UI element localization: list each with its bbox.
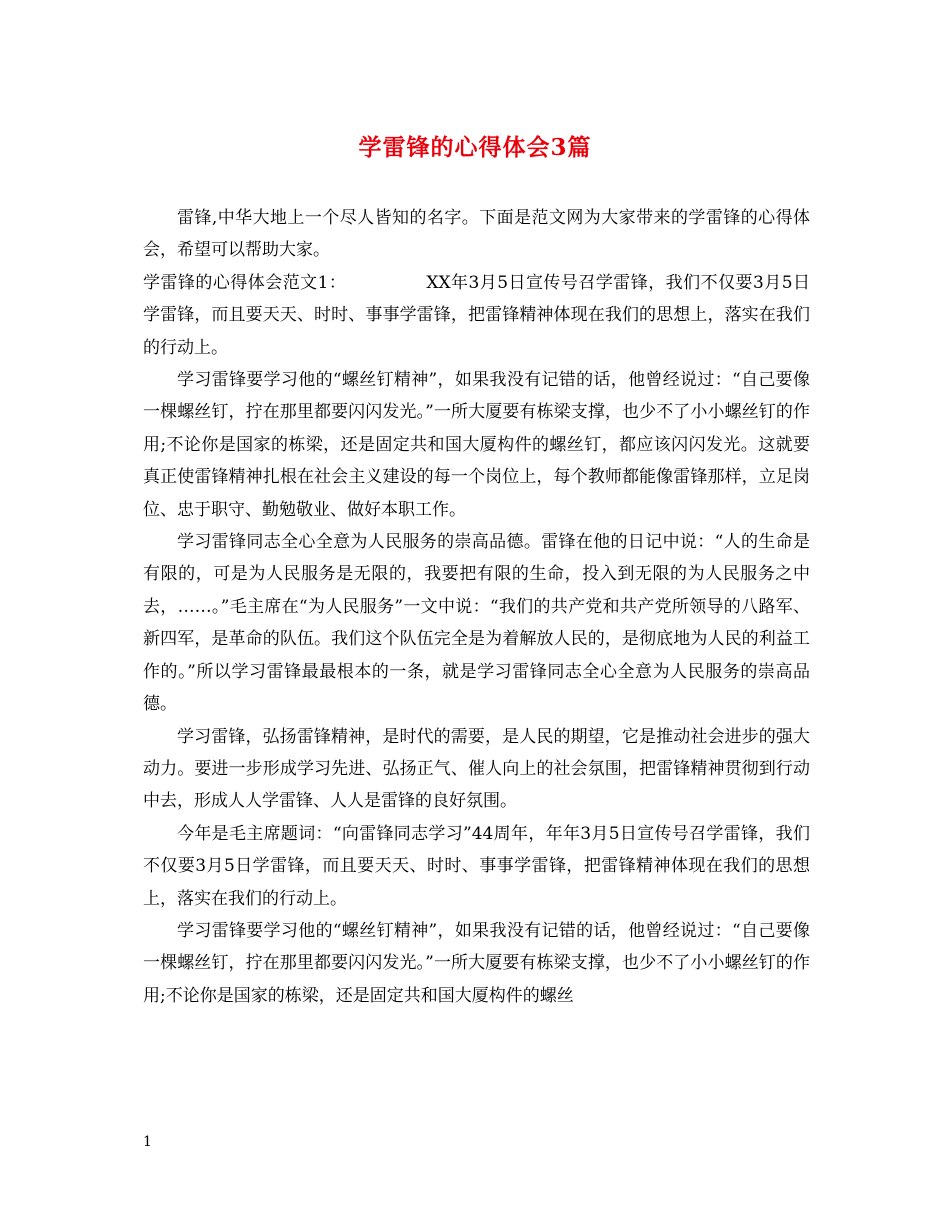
document-title: 学雷锋的心得体会3篇 [358, 134, 592, 161]
section-label: 学雷锋的心得体会范文1： [143, 272, 347, 293]
intro-paragraph: 雷锋,中华大地上一个尽人皆知的名字。下面是范文网为大家带来的学雷锋的心得体会，希望可以帮助大家。 [143, 208, 810, 261]
body-paragraph: 学习雷锋要学习他的“螺丝钉精神”，如果我没有记错的话，他曾经说过：“自己要像一棵螺丝钉，拧在那里都要闪闪发光。”一所大厦要有栋梁支撑，也少不了小小螺丝钉的作用;不论你是国家的栋梁，还是固定共和国大厦构件的螺丝 [143, 920, 810, 1006]
body-paragraph: 学习雷锋同志全心全意为人民服务的崇高品德。雷锋在他的日记中说：“人的生命是有限的，可是为人民服务是无限的，我要把有限的生命，投入到无限的为人民服务之中去，……。”毛主席在“为人民服务”一文中说：“我们的共产党和共产党所领导的八路军、新四军，是革命的队伍。我们这个队伍完全是为着解放人民的，是彻底地为人民的利益工作的。”所以学习雷锋最最根本的一条，就是学习雷锋同志全心全意为人民服务的崇高品德。 [143, 532, 810, 715]
page-number: 1 [143, 1134, 152, 1150]
section-paragraph [143, 267, 810, 364]
body-paragraph: 学习雷锋，弘扬雷锋精神，是时代的需要，是人民的期望，它是推动社会进步的强大动力。要进一步形成学习先进、弘扬正气、催人向上的社会氛围，把雷锋精神贯彻到行动中去，形成人人学雷锋、人人是雷锋的良好氛围。 [143, 726, 810, 812]
section-paragraph-text: XX年3月5日宣传号召学雷锋，我们不仅要3月5日学雷锋，而且要天天、时时、事事学雷锋，把雷锋精神体现在我们的思想上，落实在我们的行动上。 [143, 272, 810, 358]
body-paragraph: 学习雷锋要学习他的“螺丝钉精神”，如果我没有记错的话，他曾经说过：“自己要像一棵螺丝钉，拧在那里都要闪闪发光。”一所大厦要有栋梁支撑，也少不了小小螺丝钉的作用;不论你是国家的栋梁，还是固定共和国大厦构件的螺丝钉，都应该闪闪发光。这就要真正使雷锋精神扎根在社会主义建设的每一个岗位上，每个教师都能像雷锋那样，立足岗位、忠于职守、勤勉敬业、做好本职工作。 [143, 370, 810, 520]
body-paragraph: 今年是毛主席题词：“向雷锋同志学习”44周年，年年3月5日宣传号召学雷锋，我们不仅要3月5日学雷锋，而且要天天、时时、事事学雷锋，把雷锋精神体现在我们的思想上，落实在我们的行动上。 [143, 823, 810, 909]
document-body [143, 202, 810, 1012]
